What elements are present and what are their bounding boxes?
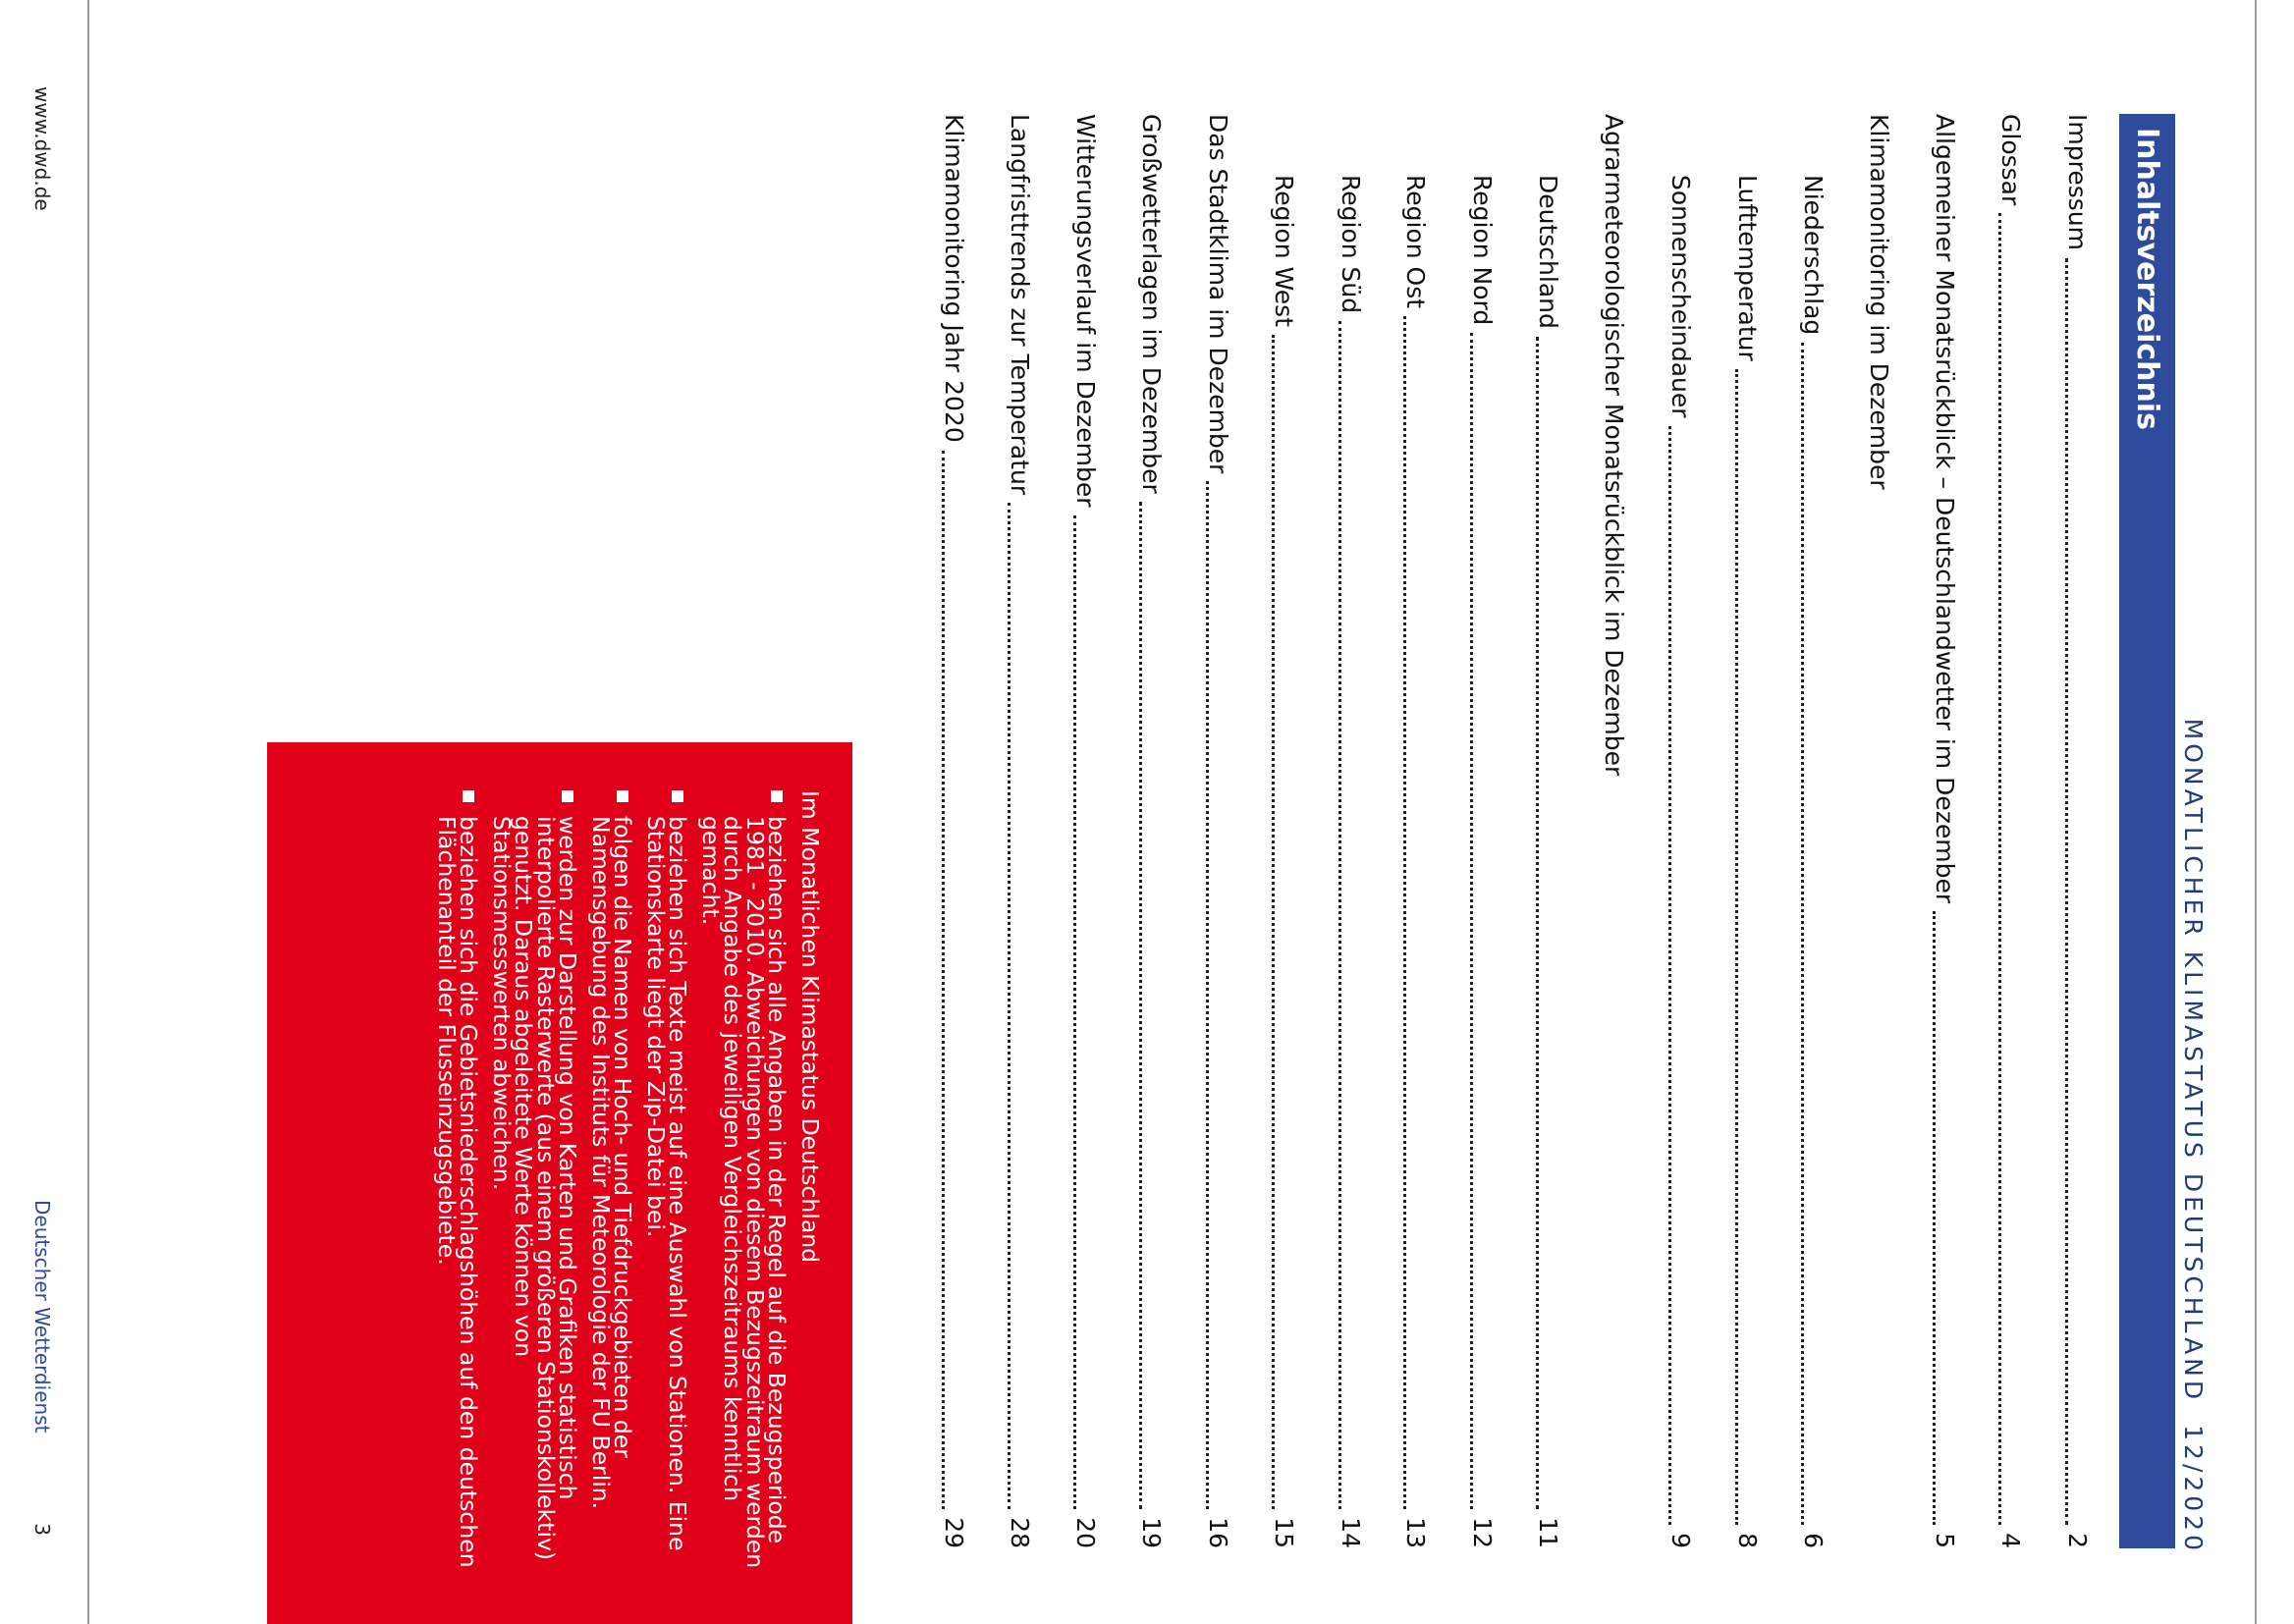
- bottom-rule: [87, 0, 89, 1624]
- toc-entry-page: 15: [1270, 1517, 1298, 1548]
- toc-entry-page: 20: [1071, 1517, 1100, 1548]
- toc-entry-label: Region Ost: [1401, 175, 1430, 309]
- toc-section-heading[interactable]: [1858, 114, 1893, 1548]
- toc-entry[interactable]: [2056, 114, 2092, 1548]
- toc-entry-label: Lufttemperatur: [1733, 175, 1762, 361]
- issue-number: 12/2020: [2179, 1425, 2208, 1554]
- toc-subentry[interactable]: [1461, 175, 1497, 1548]
- toc-entry[interactable]: [999, 114, 1034, 1548]
- dot-leader: [1139, 502, 1143, 1509]
- square-bullet-icon: [673, 790, 684, 802]
- square-bullet-icon: [618, 790, 629, 802]
- dot-leader: [1008, 503, 1011, 1509]
- toc-entry[interactable]: [1197, 114, 1232, 1548]
- toc-entry[interactable]: [1990, 114, 2025, 1548]
- toc-entry-label: Klimamonitoring Jahr 2020: [940, 114, 968, 443]
- toc-entry-page: 28: [1006, 1517, 1034, 1548]
- toc-entry-label: Klimamonitoring im Dezember: [1865, 114, 1893, 490]
- toc-entry-page: 11: [1534, 1517, 1562, 1548]
- info-item-text: beziehen sich die Gebietsniederschlagshöhen auf den deutschen Flächenanteil der Flusseinzugsgebiete.: [433, 816, 483, 1568]
- info-item: [642, 790, 692, 1595]
- dot-leader: [1470, 333, 1474, 1509]
- square-bullet-icon: [464, 790, 475, 802]
- dot-leader: [2065, 258, 2069, 1525]
- toc-entry-label: Allgemeiner Monatsrückblick – Deutschlandwetter im Dezember: [1931, 114, 1959, 904]
- dot-leader: [1536, 337, 1540, 1509]
- square-bullet-icon: [563, 790, 574, 802]
- toc-subentry[interactable]: [1660, 175, 1695, 1548]
- dot-leader: [1073, 515, 1077, 1510]
- info-item: [587, 790, 637, 1595]
- square-bullet-icon: [772, 790, 784, 802]
- toc-entry-label: Glossar: [1996, 114, 2025, 206]
- toc-entry-label: Region Nord: [1468, 175, 1497, 326]
- dot-leader: [1338, 321, 1342, 1509]
- toc-subentry[interactable]: [1263, 175, 1298, 1548]
- info-item: [488, 790, 582, 1595]
- info-item: [433, 790, 483, 1595]
- dot-leader: [1801, 343, 1805, 1525]
- top-rule: [2255, 0, 2257, 1624]
- publication-title: MONATLICHER KLIMASTATUS DEUTSCHLAND: [2179, 718, 2208, 1404]
- toc-heading: Inhaltsverzeichnis: [2119, 114, 2175, 1548]
- toc-entry-page: 12: [1468, 1517, 1497, 1548]
- dot-leader: [942, 451, 946, 1509]
- dot-leader: [1735, 369, 1739, 1525]
- toc-entry-page: 19: [1137, 1517, 1166, 1548]
- toc-subentry[interactable]: [1792, 175, 1828, 1548]
- toc-entry[interactable]: [933, 114, 968, 1548]
- toc-entry-page: 4: [1996, 1533, 2025, 1548]
- toc-entry-label: Region Süd: [1337, 175, 1365, 314]
- toc-entry-label: Agrarmeteorologischer Monatsrückblick im Dezember: [1600, 114, 1628, 777]
- toc-subentry[interactable]: [1527, 175, 1562, 1548]
- info-item-text: werden zur Darstellung von Karten und Grafiken statistisch interpolierte Rasterwerte (aus einem größeren Stationskollektiv) genutzt. Daraus abgeleitete Werte können von Stationsmesswerten abweichen.: [488, 816, 582, 1561]
- toc-entry-page: 6: [1799, 1533, 1828, 1548]
- toc-entry-page: 8: [1733, 1533, 1762, 1548]
- toc-entry-page: 16: [1204, 1517, 1232, 1548]
- dot-leader: [1403, 316, 1407, 1509]
- info-intro: Im Monatlichen Klimastatus Deutschland: [796, 790, 824, 1264]
- toc-entry[interactable]: [1130, 114, 1166, 1548]
- info-item-text: beziehen sich alle Angaben in der Regel auf die Bezugsperiode 1981 - 2010. Abweichungen von diesem Bezugszeitraum werden durch Angabe des jeweiligen Vergleichszeitraums kenntlich gemacht.: [697, 816, 792, 1569]
- dot-leader: [1933, 911, 1937, 1525]
- toc-entry-page: 9: [1666, 1533, 1695, 1548]
- info-list: [433, 790, 792, 1595]
- toc-entry-label: Großwetterlagen im Dezember: [1137, 114, 1166, 494]
- footer-website-link[interactable]: www.dwd.de: [30, 86, 54, 211]
- publication-header: [2179, 719, 2208, 1554]
- info-box: [267, 742, 852, 1624]
- footer-page-number: 3: [30, 1523, 54, 1536]
- toc-entry[interactable]: [1924, 114, 1959, 1548]
- toc-entry-label: Niederschlag: [1799, 175, 1828, 336]
- footer-organization: Deutscher Wetterdienst: [30, 1200, 54, 1434]
- dot-leader: [1206, 481, 1210, 1509]
- toc-subentry[interactable]: [1394, 175, 1430, 1548]
- toc-entry-page: 2: [2063, 1533, 2092, 1548]
- toc-entry-label: Witterungsverlauf im Dezember: [1071, 114, 1100, 508]
- toc-entry-page: 5: [1931, 1533, 1959, 1548]
- dot-leader: [1668, 426, 1672, 1526]
- toc-subentry[interactable]: [1726, 175, 1762, 1548]
- toc-entry[interactable]: [1065, 114, 1100, 1548]
- info-item-text: beziehen sich Texte meist auf eine Auswahl von Stationen. Eine Stationskarte liegt der Zip-Datei bei.: [642, 816, 692, 1551]
- toc-entry-label: Sonnenscheindauer: [1666, 175, 1695, 418]
- dot-leader: [1272, 335, 1276, 1509]
- toc-entry-label: Deutschland: [1534, 175, 1562, 329]
- info-item: [697, 790, 792, 1595]
- toc-entry-label: Das Stadtklima im Dezember: [1204, 114, 1232, 474]
- toc-subentry[interactable]: [1330, 175, 1365, 1548]
- toc-entry-page: 13: [1401, 1517, 1430, 1548]
- toc-entry-label: Impressum: [2063, 114, 2092, 250]
- toc-section-heading[interactable]: [1593, 114, 1628, 1548]
- toc-entry-label: Region West: [1270, 175, 1298, 327]
- toc-entry-page: 29: [940, 1517, 968, 1548]
- toc-entry-label: Langfristtrends zur Temperatur: [1006, 114, 1034, 496]
- info-item-text: folgen die Namen von Hoch- und Tiefdruckgebieten der Namensgebung des Instituts für Meteorologie der FU Berlin.: [587, 816, 637, 1510]
- toc-entry-page: 14: [1337, 1517, 1365, 1548]
- dot-leader: [1998, 213, 2002, 1525]
